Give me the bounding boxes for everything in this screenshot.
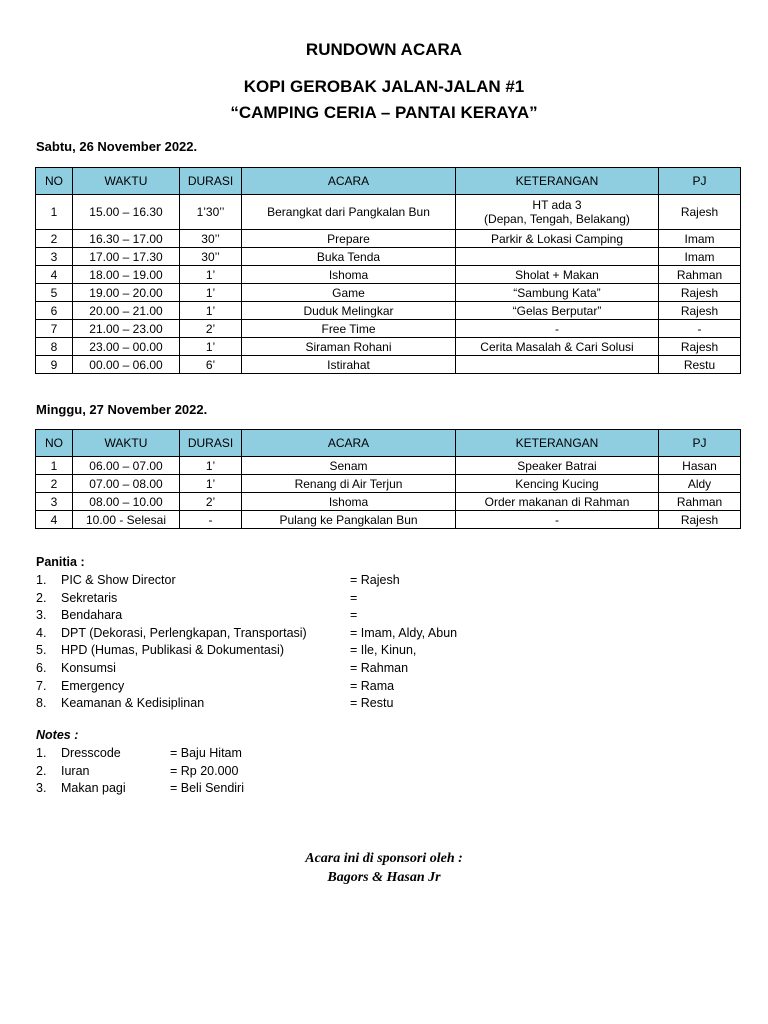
list-item <box>36 590 358 609</box>
event-theme: “CAMPING CERIA – PANTAI KERAYA” <box>230 103 538 122</box>
item-value: = Rahman <box>350 660 409 675</box>
cell-durasi: 6’ <box>180 356 242 374</box>
day2-schedule-table <box>35 429 741 529</box>
header-keterangan: KETERANGAN <box>456 430 659 457</box>
cell-pj: Rahman <box>659 266 741 284</box>
cell-durasi: 30’’ <box>180 230 242 248</box>
header-pj: PJ <box>659 430 741 457</box>
list-item <box>36 608 358 626</box>
item-value: = Imam, Aldy, Abun <box>350 625 458 640</box>
cell-no: 5 <box>36 284 73 302</box>
item-number: 2. <box>36 590 47 605</box>
event-name: KOPI GEROBAK JALAN-JALAN #1 <box>243 77 525 96</box>
cell-no: 3 <box>36 493 73 511</box>
cell-no: 4 <box>36 266 73 284</box>
cell-waktu: 00.00 – 06.00 <box>73 356 180 374</box>
item-number: 5. <box>36 643 47 658</box>
keterangan-line: (Depan, Tengah, Belakang) <box>484 212 630 226</box>
cell-waktu: 16.30 – 17.00 <box>73 230 180 248</box>
cell-keterangan: “Sambung Kata” <box>456 284 659 302</box>
day1-schedule-table <box>35 167 741 374</box>
sponsor-names: Bagors & Hasan Jr <box>327 870 441 885</box>
item-number: 1. <box>36 573 47 587</box>
item-label: Dresscode <box>61 746 121 760</box>
cell-no: 2 <box>36 230 73 248</box>
list-item <box>36 763 239 782</box>
item-label: Sekretaris <box>61 590 118 605</box>
item-number: 1. <box>36 746 47 760</box>
table-row <box>36 338 741 356</box>
cell-no: 1 <box>36 457 73 475</box>
day2-label: Minggu, 27 November 2022. <box>36 402 208 417</box>
header-acara: ACARA <box>242 430 456 457</box>
cell-keterangan <box>456 195 659 230</box>
cell-waktu: 15.00 – 16.30 <box>73 195 180 230</box>
cell-acara: Buka Tenda <box>242 248 456 266</box>
cell-waktu: 20.00 – 21.00 <box>73 302 180 320</box>
cell-pj: Rajesh <box>659 511 741 529</box>
cell-no: 1 <box>36 195 73 230</box>
table-row <box>36 356 741 374</box>
item-label: Makan pagi <box>61 781 126 796</box>
cell-acara: Free Time <box>242 320 456 338</box>
cell-no: 3 <box>36 248 73 266</box>
cell-keterangan: Order makanan di Rahman <box>456 493 659 511</box>
cell-acara: Renang di Air Terjun <box>242 475 456 493</box>
list-item <box>36 660 409 679</box>
day1-label: Sabtu, 26 November 2022. <box>36 139 198 154</box>
table-row <box>36 493 741 511</box>
cell-durasi: 2’ <box>180 320 242 338</box>
cell-pj: Rajesh <box>659 338 741 356</box>
list-item <box>36 678 395 697</box>
header-pj: PJ <box>659 168 741 195</box>
cell-keterangan: Sholat + Makan <box>456 266 659 284</box>
cell-durasi: 1’ <box>180 475 242 493</box>
item-value: = Beli Sendiri <box>170 781 244 796</box>
cell-acara: Game <box>242 284 456 302</box>
cell-keterangan <box>456 356 659 374</box>
cell-waktu: 06.00 – 07.00 <box>73 457 180 475</box>
table-header-row <box>36 430 741 457</box>
item-label: HPD (Humas, Publikasi & Dokumentasi) <box>61 643 284 658</box>
cell-no: 9 <box>36 356 73 374</box>
cell-pj: Imam <box>659 248 741 266</box>
panitia-section <box>36 555 458 714</box>
item-label: Iuran <box>61 763 90 778</box>
cell-waktu: 10.00 - Selesai <box>73 511 180 529</box>
cell-keterangan: “Gelas Berputar” <box>456 302 659 320</box>
cell-acara: Ishoma <box>242 493 456 511</box>
item-value: = Rajesh <box>350 573 400 587</box>
item-label: PIC & Show Director <box>61 573 176 587</box>
cell-keterangan: Kencing Kucing <box>456 475 659 493</box>
header-keterangan: KETERANGAN <box>456 168 659 195</box>
cell-pj: Rahman <box>659 493 741 511</box>
cell-no: 2 <box>36 475 73 493</box>
cell-waktu: 08.00 – 10.00 <box>73 493 180 511</box>
item-label: DPT (Dekorasi, Perlengkapan, Transportasi) <box>61 625 307 640</box>
item-label: Emergency <box>61 678 125 693</box>
list-item <box>36 625 458 644</box>
cell-keterangan: - <box>456 511 659 529</box>
table-row <box>36 248 741 266</box>
header-waktu: WAKTU <box>73 168 180 195</box>
cell-durasi: 1’30’’ <box>180 195 242 230</box>
cell-keterangan: Speaker Batrai <box>456 457 659 475</box>
table-header-row <box>36 168 741 195</box>
cell-durasi: 1’ <box>180 338 242 356</box>
cell-durasi: - <box>180 511 242 529</box>
notes-heading: Notes : <box>36 728 79 742</box>
table-row <box>36 302 741 320</box>
item-value: = <box>350 590 358 605</box>
item-number: 8. <box>36 696 47 711</box>
cell-keterangan <box>456 248 659 266</box>
cell-acara: Prepare <box>242 230 456 248</box>
cell-no: 4 <box>36 511 73 529</box>
table-row <box>36 195 741 230</box>
cell-waktu: 07.00 – 08.00 <box>73 475 180 493</box>
item-value: = <box>350 608 358 623</box>
cell-no: 6 <box>36 302 73 320</box>
keterangan-line: HT ada 3 <box>532 198 582 212</box>
cell-pj: Imam <box>659 230 741 248</box>
table-row <box>36 230 741 248</box>
cell-keterangan: Parkir & Lokasi Camping <box>456 230 659 248</box>
cell-durasi: 1’ <box>180 266 242 284</box>
header-no: NO <box>36 168 73 195</box>
list-item <box>36 746 242 764</box>
item-value: = Rp 20.000 <box>170 763 239 778</box>
item-label: Keamanan & Kedisiplinan <box>61 696 205 711</box>
panitia-heading: Panitia : <box>36 555 85 569</box>
item-value: = Baju Hitam <box>170 746 242 760</box>
header-waktu: WAKTU <box>73 430 180 457</box>
table-row <box>36 457 741 475</box>
cell-acara: Berangkat dari Pangkalan Bun <box>242 195 456 230</box>
cell-waktu: 19.00 – 20.00 <box>73 284 180 302</box>
cell-waktu: 21.00 – 23.00 <box>73 320 180 338</box>
cell-waktu: 17.00 – 17.30 <box>73 248 180 266</box>
cell-pj: - <box>659 320 741 338</box>
cell-durasi: 30’’ <box>180 248 242 266</box>
item-number: 4. <box>36 625 47 640</box>
cell-durasi: 1’ <box>180 302 242 320</box>
table-row <box>36 320 741 338</box>
cell-pj: Rajesh <box>659 195 741 230</box>
cell-acara: Senam <box>242 457 456 475</box>
cell-acara: Siraman Rohani <box>242 338 456 356</box>
cell-keterangan: - <box>456 320 659 338</box>
cell-acara: Ishoma <box>242 266 456 284</box>
item-label: Konsumsi <box>61 660 116 675</box>
cell-acara: Istirahat <box>242 356 456 374</box>
item-value: = Ile, Kinun, <box>350 643 417 658</box>
item-number: 6. <box>36 660 47 675</box>
table-row <box>36 284 741 302</box>
table-row <box>36 475 741 493</box>
list-item <box>36 643 417 661</box>
cell-waktu: 23.00 – 00.00 <box>73 338 180 356</box>
cell-durasi: 2’ <box>180 493 242 511</box>
cell-pj: Restu <box>659 356 741 374</box>
item-number: 3. <box>36 781 47 796</box>
cell-pj: Hasan <box>659 457 741 475</box>
item-number: 2. <box>36 763 47 778</box>
document-title: RUNDOWN ACARA <box>305 40 463 59</box>
cell-keterangan: Cerita Masalah & Cari Solusi <box>456 338 659 356</box>
cell-acara: Duduk Melingkar <box>242 302 456 320</box>
list-item <box>36 781 244 799</box>
notes-section <box>36 728 244 799</box>
sponsor-line: Acara ini di sponsori oleh : <box>305 851 463 866</box>
cell-no: 7 <box>36 320 73 338</box>
item-label: Bendahara <box>61 608 123 623</box>
item-number: 3. <box>36 608 47 623</box>
cell-pj: Rajesh <box>659 302 741 320</box>
cell-waktu: 18.00 – 19.00 <box>73 266 180 284</box>
cell-no: 8 <box>36 338 73 356</box>
item-value: = Rama <box>350 678 395 693</box>
list-item <box>36 573 400 591</box>
header-durasi: DURASI <box>180 168 242 195</box>
item-number: 7. <box>36 678 47 693</box>
list-item <box>36 696 394 714</box>
cell-pj: Aldy <box>659 475 741 493</box>
cell-durasi: 1’ <box>180 284 242 302</box>
item-value: = Restu <box>350 696 394 711</box>
header-durasi: DURASI <box>180 430 242 457</box>
cell-pj: Rajesh <box>659 284 741 302</box>
header-no: NO <box>36 430 73 457</box>
table-row <box>36 511 741 529</box>
cell-acara: Pulang ke Pangkalan Bun <box>242 511 456 529</box>
header-acara: ACARA <box>242 168 456 195</box>
cell-durasi: 1’ <box>180 457 242 475</box>
table-row <box>36 266 741 284</box>
